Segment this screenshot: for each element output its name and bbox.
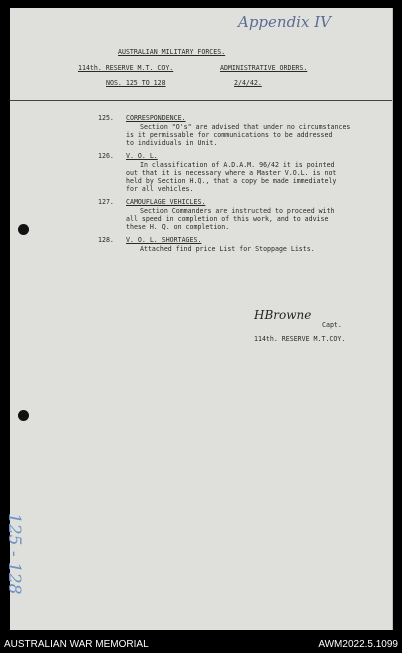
order-line: to individuals in Unit.	[126, 139, 218, 147]
order-line: Section Commanders are instructed to proceed with	[140, 207, 335, 215]
order-line: In classification of A.D.A.M. 96/42 it is pointed	[140, 161, 335, 169]
document-page	[4, 8, 393, 630]
order-line: all speed in completion of this work, and to advise	[126, 215, 329, 223]
header-divider	[10, 100, 392, 101]
margin-note: 125 - 128	[4, 513, 24, 595]
order-number: 125.	[98, 114, 114, 122]
signature-unit: 114th. RESERVE M.T.COY.	[254, 335, 346, 343]
footer-accession: AWM2022.5.1099	[318, 639, 398, 650]
order-number: 126.	[98, 152, 114, 160]
order-title: V. O. L.	[126, 152, 158, 160]
order-line: is it permissable for communications to be addressed	[126, 131, 333, 139]
doc-type-heading: ADMINISTRATIVE ORDERS.	[220, 64, 308, 72]
punch-hole-bottom	[18, 410, 29, 421]
appendix-annotation: Appendix IV	[238, 13, 331, 31]
org-heading: AUSTRALIAN MILITARY FORCES.	[118, 48, 226, 56]
order-line: Section "O's" are advised that under no circumstances	[140, 123, 351, 131]
order-date: 2/4/42.	[234, 79, 262, 87]
order-line: for all vehicles.	[126, 185, 194, 193]
footer-credit: AUSTRALIAN WAR MEMORIAL	[4, 639, 149, 650]
unit-heading: 114th. RESERVE M.T. COY.	[78, 64, 174, 72]
order-title: V. O. L. SHORTAGES.	[126, 236, 202, 244]
order-line: these H. Q. on completion.	[126, 223, 230, 231]
order-number: 127.	[98, 198, 114, 206]
order-number: 128.	[98, 236, 114, 244]
order-line: held by Section H.Q., that a copy be made immediately	[126, 177, 337, 185]
signature-scribble: HBrowne	[254, 308, 312, 322]
punch-hole-top	[18, 224, 29, 235]
order-title: CAMOUFLAGE VEHICLES.	[126, 198, 206, 206]
signature-rank: Capt.	[322, 321, 342, 329]
order-line: out that it is necessary where a Master V.O.L. is not	[126, 169, 337, 177]
order-title: CORRESPONDENCE.	[126, 114, 186, 122]
order-numbers: NOS. 125 TO 128	[106, 79, 166, 87]
order-line: Attached find price List for Stoppage Lists.	[140, 245, 315, 253]
